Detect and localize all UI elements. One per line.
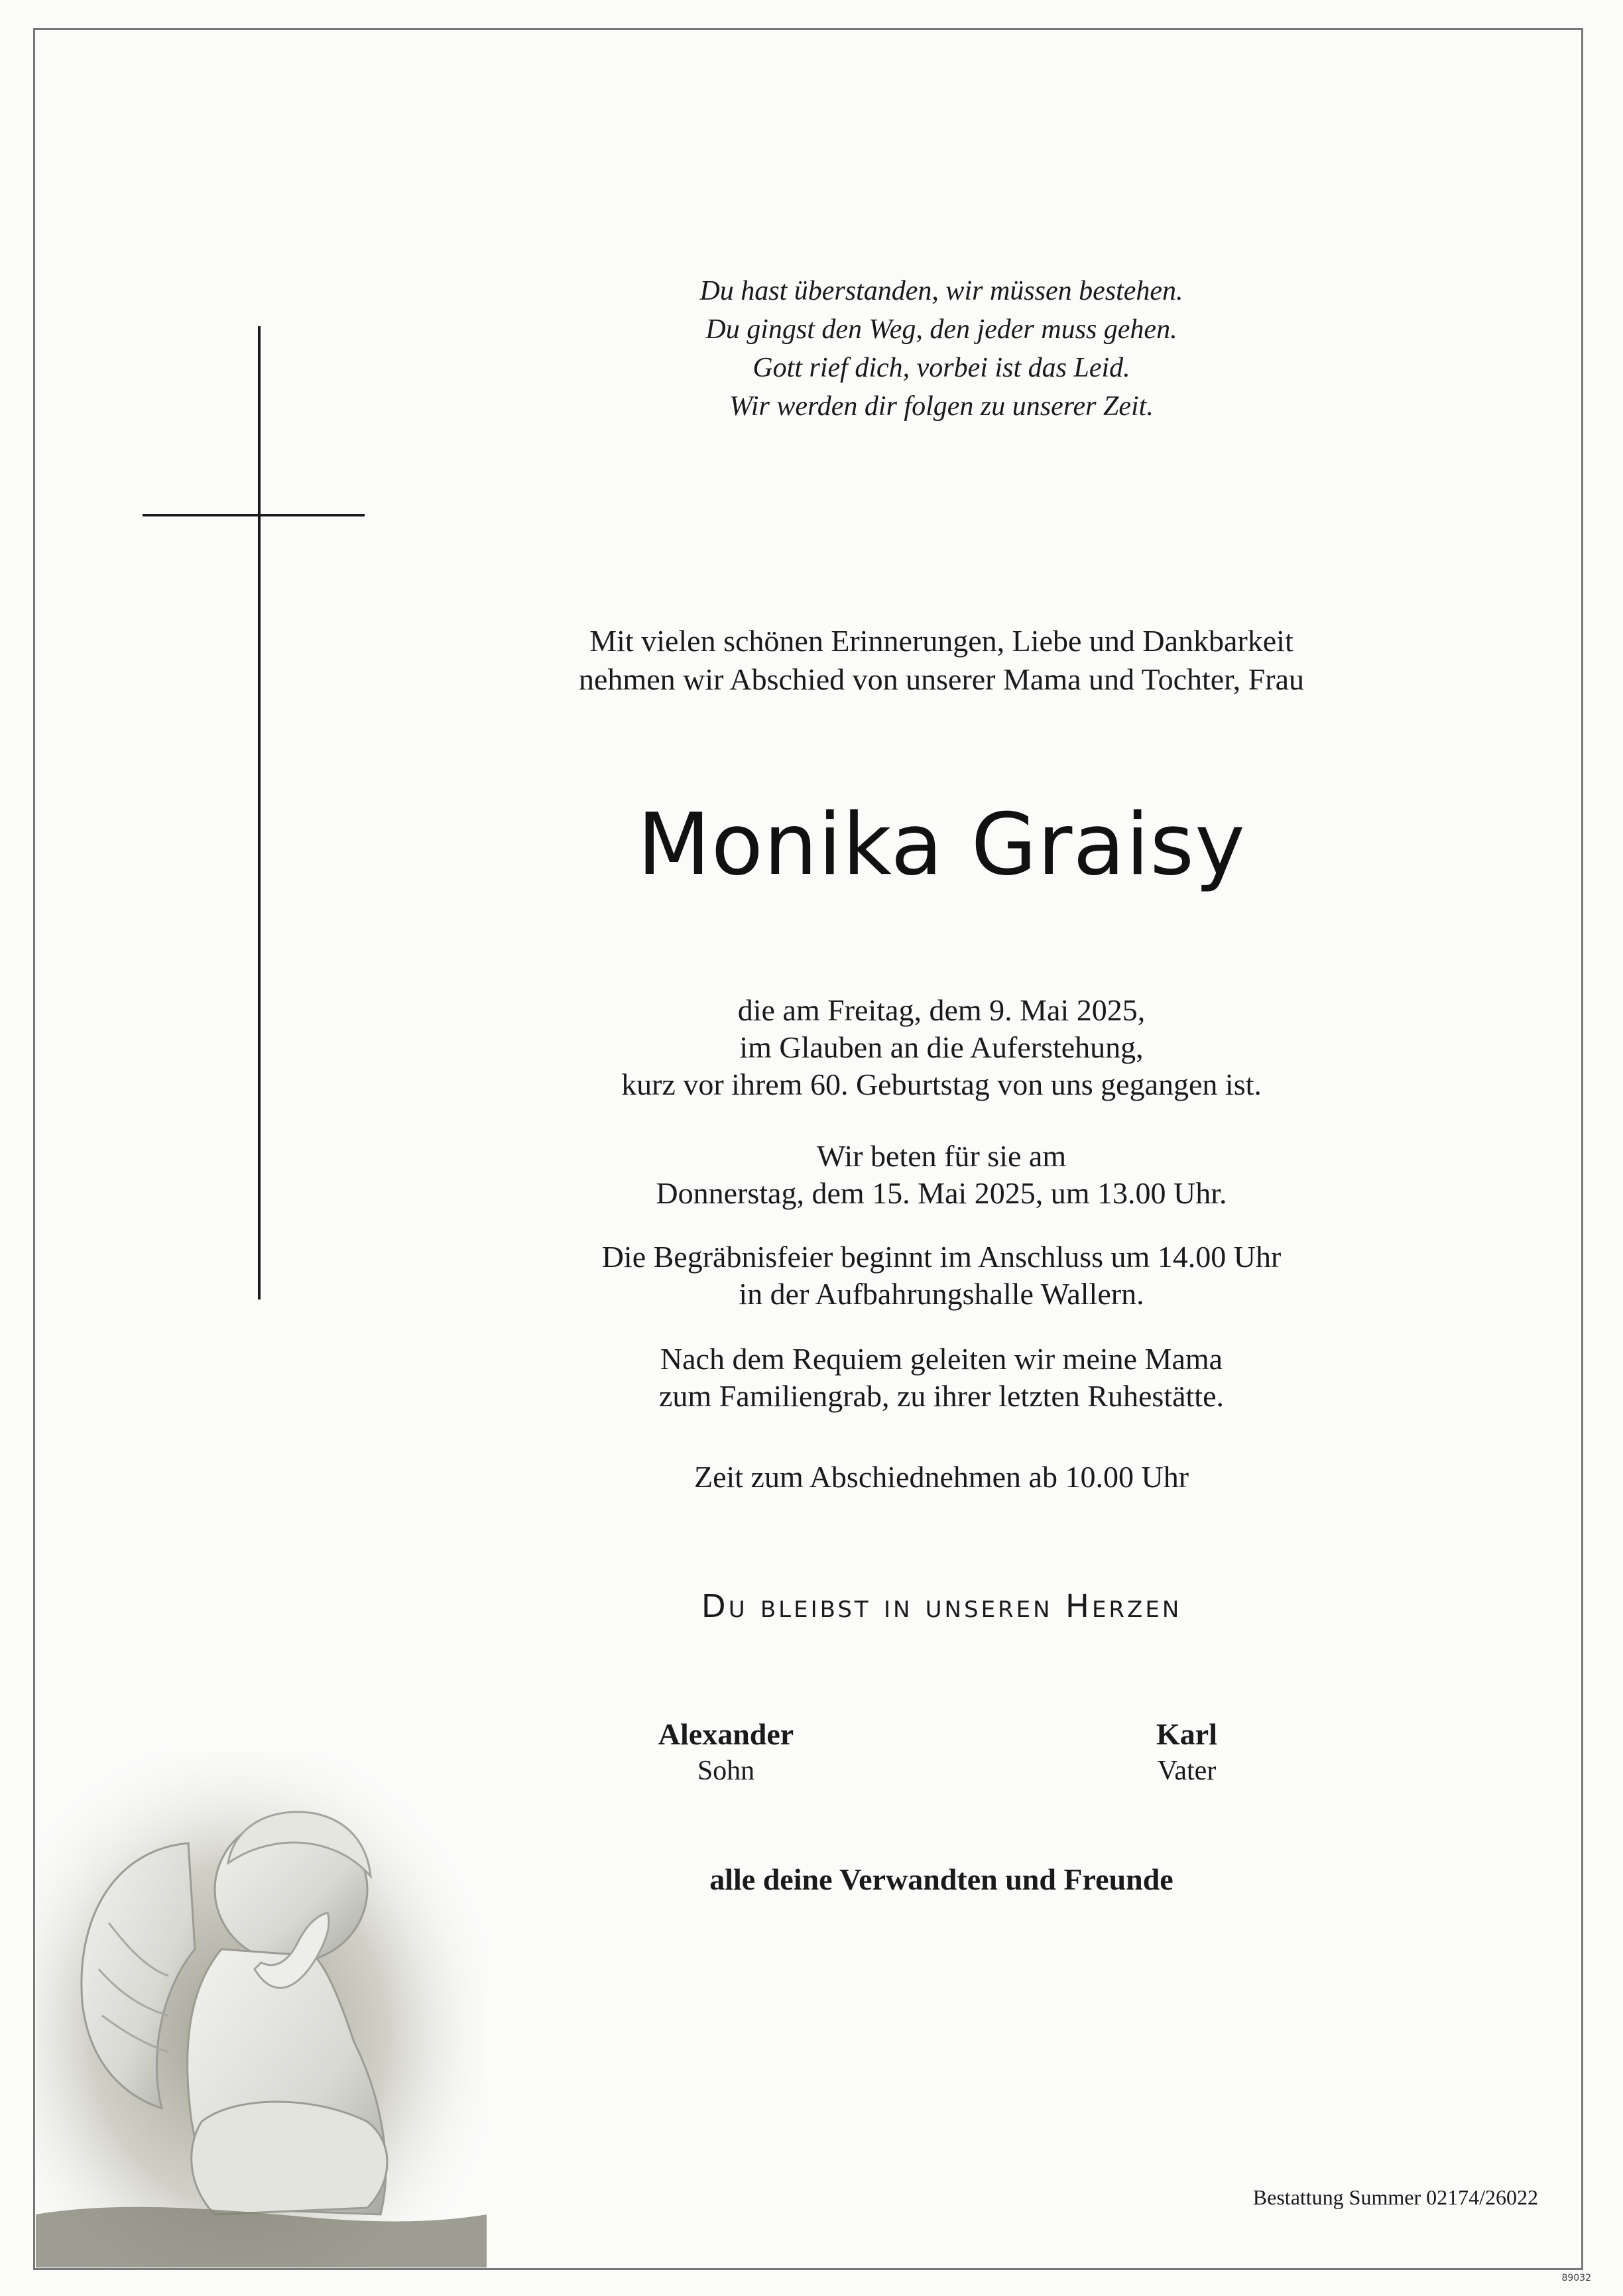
undertaker-contact: Bestattung Summer 02174/26022 (1252, 2185, 1538, 2209)
mourner-role: Vater (1157, 1756, 1217, 1786)
death-notice-line: die am Freitag, dem 9. Mai 2025, (737, 993, 1146, 1027)
motto: Du bleibst in unseren Herzen (701, 1588, 1182, 1625)
angel-statue-image (36, 1750, 487, 2267)
farewell-time: Zeit zum Abschiednehmen ab 10.00 Uhr (693, 1460, 1189, 1494)
poem (477, 272, 1406, 426)
mourner-role: Sohn (697, 1756, 755, 1786)
poem-line: Du gingst den Weg, den jeder muss gehen. (705, 314, 1177, 345)
funeral-info (477, 1239, 1406, 1313)
death-notice (477, 992, 1406, 1103)
poem-line: Gott rief dich, vorbei ist das Leid. (752, 353, 1130, 383)
family-line: alle deine Verwandten und Freunde (709, 1862, 1173, 1896)
intro-line: nehmen wir Abschied von unserer Mama und Tochter, Frau (579, 662, 1304, 696)
mourner-father (1021, 1716, 1352, 1789)
burial-line: Nach dem Requiem geleiten wir meine Mama (660, 1342, 1223, 1376)
funeral-line: in der Aufbahrungshalle Wallern. (739, 1277, 1144, 1311)
death-notice-line: kurz vor ihrem 60. Geburtstag von uns gegangen ist. (621, 1067, 1262, 1101)
print-code: 89032 (1561, 2273, 1591, 2283)
death-notice-line: im Glauben an die Auferstehung, (739, 1030, 1144, 1064)
poem-line: Du hast überstanden, wir müssen bestehen. (699, 276, 1183, 306)
deceased-name: Monika Graisy (637, 796, 1246, 894)
prayer-line: Wir beten für sie am (816, 1139, 1067, 1173)
mourner-name: Alexander (658, 1717, 794, 1751)
mourner-son (560, 1716, 892, 1789)
intro-text (477, 622, 1406, 699)
intro-line: Mit vielen schönen Erinnerungen, Liebe und Dankbarkeit (589, 624, 1293, 658)
burial-info (477, 1341, 1406, 1415)
poem-line: Wir werden dir folgen zu unserer Zeit. (729, 391, 1154, 422)
prayer-line: Donnerstag, dem 15. Mai 2025, um 13.00 Uhr. (656, 1176, 1227, 1210)
burial-line: zum Familiengrab, zu ihrer letzten Ruhestätte. (659, 1379, 1224, 1413)
funeral-line: Die Begräbnisfeier beginnt im Anschluss um 14.00 Uhr (601, 1240, 1282, 1274)
cross-icon-horizontal (143, 514, 365, 516)
mourner-name: Karl (1156, 1717, 1217, 1751)
prayer-info (477, 1138, 1406, 1212)
cross-icon-vertical (258, 326, 261, 1299)
